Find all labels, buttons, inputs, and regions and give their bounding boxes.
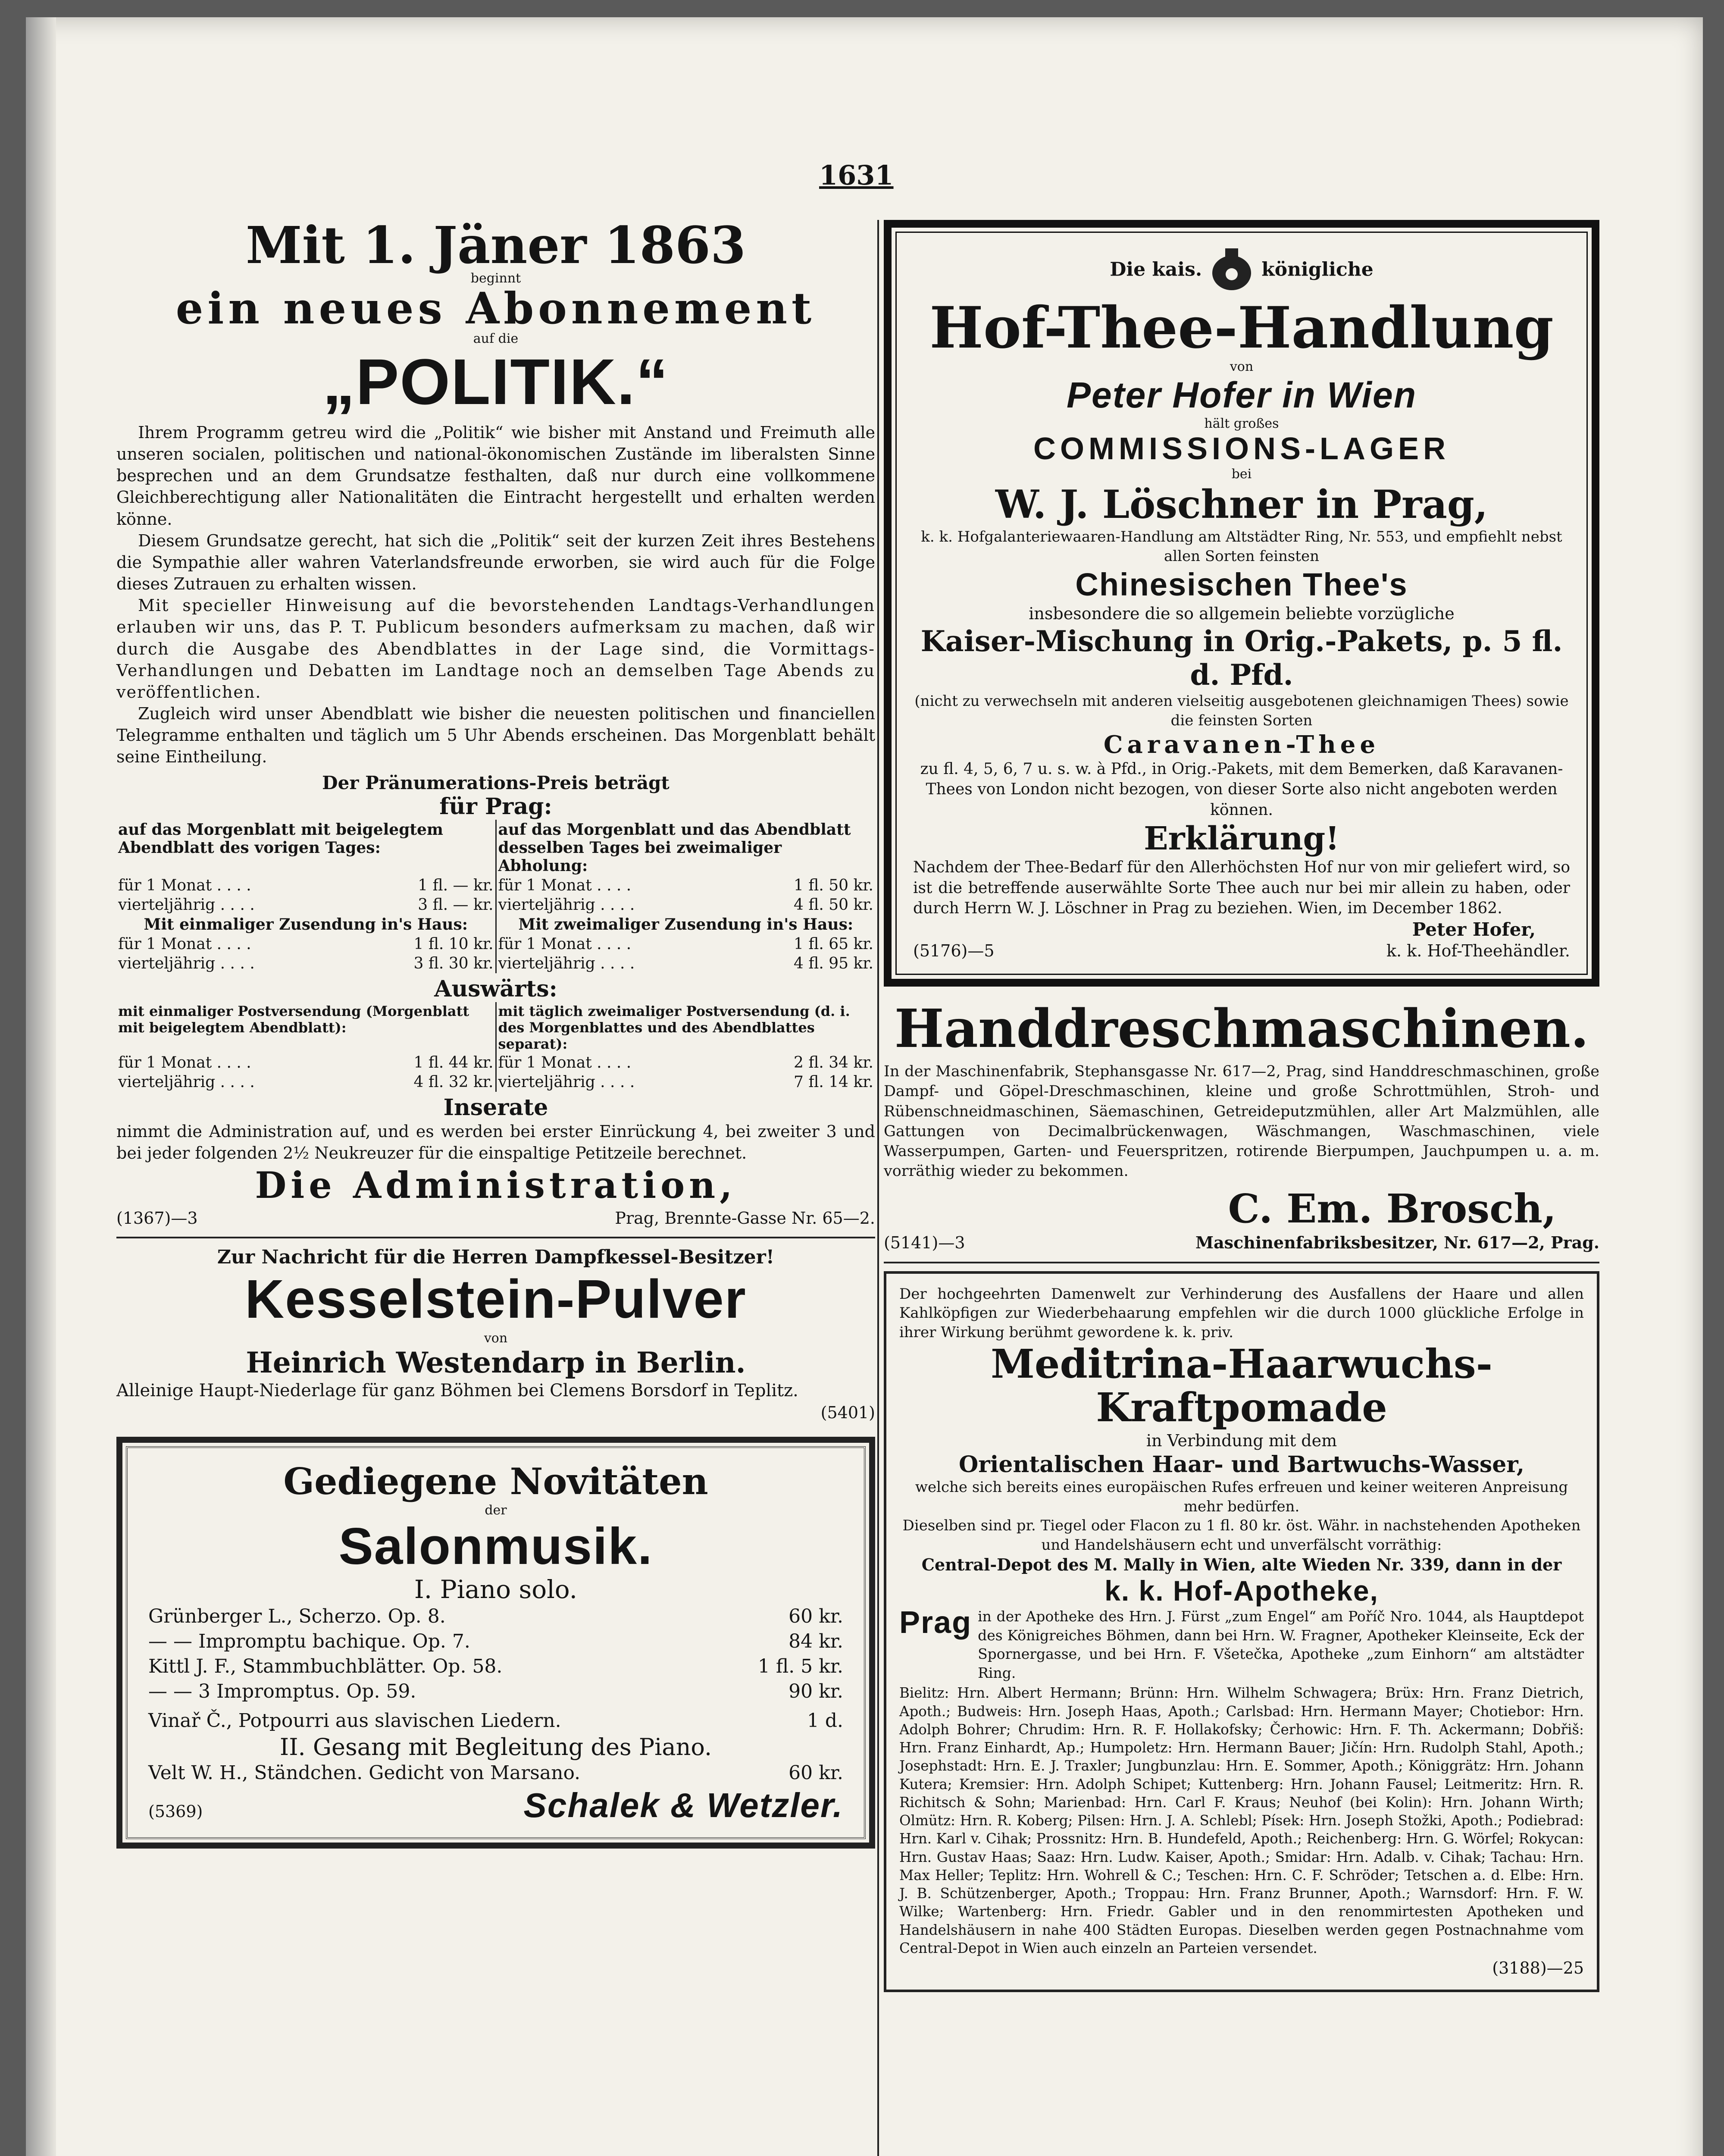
price-label: für 1 Monat . . . . [118, 876, 251, 894]
thee-caravan: Caravanen-Thee [1103, 730, 1380, 759]
page-number: 1631 [819, 160, 894, 191]
politik-ad [116, 215, 875, 1229]
dresch-firm: C. Em. Brosch, [1228, 1185, 1556, 1232]
ad-code: (5176)—5 [913, 941, 995, 960]
price-label: für 1 Monat . . . . [498, 1053, 632, 1072]
meditrina-prag-text: in der Apotheke des Hrn. J. Fürst „zum Engel“ am Poříč Nro. 1044, als Hauptdepot des Königreiches Böhmen, dann bei Hrn. W. Fragner, Apotheker Kleinseite, Eck der Spornergasse, und bei Hrn. F. Všetečka, Apotheke „zum Einhorn“ am altstädter Ring. [978, 1608, 1584, 1681]
imperial-eagle-icon [1208, 245, 1255, 297]
thee-insb: insbesondere die so allgemein beliebte vorzügliche [1029, 604, 1455, 623]
politik-subheadline: ein neues Abonnement [175, 283, 816, 334]
ad-code: (5401) [820, 1403, 875, 1423]
salon-der: der [485, 1502, 507, 1518]
politik-paragraph: Zugleich wird unser Abendblatt wie bisher die neuesten politischen und financiellen Telegramme enthalten und täglich um 5 Uhr Abends erscheinen. Das Morgenblatt behält seine Eintheilung. [116, 704, 875, 767]
thee-chinesisch: Chinesischen Thee's [1075, 566, 1408, 602]
meditrina-ad [884, 1271, 1599, 1993]
meditrina-price: Dieselben sind pr. Tiegel oder Flacon zu 1 fl. 80 kr. öst. Währ. in nachstehenden Apotheken und Handelshäusern echt und unverfälscht vorräthig: [902, 1517, 1581, 1554]
thee-intro: Die kais. königliche [913, 245, 1570, 297]
salonmusik-ad [116, 1437, 875, 1849]
price-label: für 1 Monat . . . . [118, 1053, 251, 1072]
dresch-text: In der Maschinenfabrik, Stephansgasse Nr. 617—2, Prag, sind Handdreschmaschinen, große Dampf- und Göpel-Dreschmaschinen, kleine und große Schrottmühlen, Stroh- und Rübenschneidmaschinen, Säemaschinen, Getreideputzmühlen, aller Art Malzmühlen, alle Gattungen von Decimalbrückenwagen, Wäschmangen, Waschmaschinen, viele Wasserpumpen, Garten- und Feuerspritzen, rotirende Bierpumpen, Jauchpumpen u. a. m. vorräthig wieder zu bekommen. [884, 1063, 1599, 1180]
meditrina-prag: Prag [899, 1605, 972, 1640]
price-value: 2 fl. 34 kr. [793, 1053, 873, 1072]
ad-code: (3188)—25 [1492, 1959, 1584, 1978]
table-row [116, 954, 875, 973]
salon-publisher: Schalek & Wetzler. [523, 1786, 843, 1825]
kesselstein-ad [116, 1246, 875, 1424]
thee-erklaerung-text: Nachdem der Thee-Bedarf für den Allerhöchsten Hof nur von mir geliefert wird, so ist die betreffende auserwählte Sorte Thee auch nur bei mir allein zu haben, oder durch Herrn W. J. Löschner in Prag zu beziehen. Wien, im December 1862. [913, 859, 1570, 918]
thee-title: Hof-Thee-Handlung [929, 295, 1554, 361]
thee-von: von [1230, 359, 1254, 375]
price-value: 1 fl. — kr. [418, 876, 494, 894]
price-col-head: mit täglich zweimaliger Postversendung (d. i. des Morgenblattes und des Abendblattes separat): [498, 1003, 850, 1052]
price-label: vierteljährig . . . . [118, 896, 255, 914]
politik-title: „POLITIK.“ [322, 345, 669, 418]
thee-agent-sub: k. k. Hofgalanteriewaaren-Handlung am Altstädter Ring, Nr. 553, und empfiehlt nebst allen Sorten feinsten [921, 528, 1562, 565]
dreschmaschinen-ad [884, 997, 1599, 1253]
list-item: Kittl J. F., Stammbuchblätter. Op. 58. 1 fl. 5 kr. [148, 1655, 843, 1677]
price-value: 3 fl. 30 kr. [413, 954, 494, 972]
salon-title: Salonmusik. [338, 1517, 653, 1575]
price-value: 4 fl. 95 kr. [793, 954, 873, 972]
page-spine [26, 17, 56, 2156]
ad-divider [884, 1262, 1599, 1263]
thee-haelt: hält großes [1204, 416, 1279, 432]
dresch-title: Handdreschmaschinen. [894, 997, 1589, 1060]
right-column [884, 220, 1599, 1992]
ad-code: (5369) [148, 1802, 203, 1821]
politik-paragraph: Diesem Grundsatze gerecht, hat sich die „Politik“ seit der kurzen Zeit ihres Bestehens die Sympathie aller wahren Vaterlandsfreunde erworben, sie wird auch für die Folge dieses Zutrauen zu erhalten wissen. [116, 531, 875, 594]
delivery-head: Mit einmaliger Zusendung in's Haus: [116, 915, 496, 934]
kessel-intro: Zur Nachricht für die Herren Dampfkessel-Besitzer! [217, 1246, 775, 1268]
price-value: 3 fl. — kr. [418, 896, 494, 914]
meditrina-central: Central-Depot des M. Mally in Wien, alte Wieden Nr. 339, dann in der [921, 1555, 1562, 1575]
ad-code: (5141)—3 [884, 1233, 965, 1253]
price-col-head: auf das Morgenblatt und das Abendblatt desselben Tages bei zweimaliger Abholung: [498, 820, 851, 875]
price-value: 1 fl. 50 kr. [793, 876, 873, 894]
thee-signature-sub: k. k. Hof-Theehändler. [1386, 941, 1570, 960]
politik-headline: Mit 1. Jäner 1863 [245, 215, 746, 275]
kessel-von: von [484, 1330, 508, 1346]
meditrina-title: Meditrina-Haarwuchs-Kraftpomade [991, 1341, 1492, 1431]
thee-caravan-text: zu fl. 4, 5, 6, 7 u. s. w. à Pfd., in Orig.-Pakets, mit dem Bemerken, daß Karavanen-Thees von London nicht bezogen, von dieser Sorte also nicht angeboten werden können. [920, 760, 1563, 819]
hof-thee-ad [884, 220, 1599, 987]
kessel-maker: Heinrich Westendarp in Berlin. [246, 1345, 746, 1379]
salon-section-2: II. Gesang mit Begleitung des Piano. [279, 1733, 712, 1761]
meditrina-verb: in Verbindung mit dem [1146, 1431, 1337, 1450]
kessel-text: Alleinige Haupt-Niederlage für ganz Böhmen bei Clemens Borsdorf in Teplitz. [116, 1380, 798, 1401]
salon-section-1: I. Piano solo. [414, 1574, 578, 1604]
administration-signature: Die Administration, [255, 1163, 737, 1206]
price-label: vierteljährig . . . . [118, 1073, 255, 1091]
price-heading: Der Pränumerations-Preis beträgt [322, 772, 670, 793]
price-prag-heading: für Prag: [439, 793, 552, 820]
price-col-head: auf das Morgenblatt mit beigelegtem Abendblatt des vorigen Tages: [116, 820, 496, 876]
table-row [116, 934, 875, 954]
newspaper-page [26, 17, 1703, 2156]
price-value: 1 fl. 65 kr. [793, 935, 873, 953]
thee-lager: COMMISSIONS-LAGER [1033, 432, 1450, 467]
politik-auf-die: auf die [473, 331, 519, 346]
politik-paragraph: Ihrem Programm getreu wird die „Politik“ wie bisher mit Anstand und Freimuth alle unseren socialen, politischen und national-ökonomischen Zustände im liberalsten Sinne besprechen und an dem Grundsatze festhalten, daß nur durch eine vollkommene Gleichberechtigung aller Nationalitäten die Eintracht hergestellt und erhalten werden könne. [116, 423, 875, 529]
price-table-prag [116, 820, 875, 973]
politik-paragraph: Mit specieller Hinweisung auf die bevorstehenden Landtags-Verhandlungen erlauben wir uns, das P. T. Publicum besonders aufmerksam zu machen, daß wir durch die Ausgabe des Abendblattes in der Lage sind, die Vormittags-Verhandlungen und Debatten im Landtage noch an demselben Tage Abends zu veröffentlichen. [116, 596, 875, 702]
politik-beginnt: beginnt [470, 271, 521, 286]
price-table-auswaerts [116, 1002, 875, 1092]
price-value: 7 fl. 14 kr. [793, 1073, 873, 1091]
price-label: vierteljährig . . . . [118, 954, 255, 972]
thee-kaiser: Kaiser-Mischung in Orig.-Pakets, p. 5 fl. d. Pfd. [920, 624, 1563, 692]
salon-headline: Gediegene Novitäten [283, 1460, 708, 1503]
thee-erklaerung: Erklärung! [1144, 820, 1339, 858]
thee-owner: Peter Hofer in Wien [1066, 375, 1417, 416]
price-label: vierteljährig . . . . [498, 1073, 635, 1091]
price-value: 1 fl. 44 kr. [413, 1053, 494, 1072]
salon-list [148, 1604, 843, 1733]
list-item: Vinař Č., Potpourri aus slavischen Liedern. 1 d. [148, 1709, 843, 1732]
table-row [116, 1072, 875, 1092]
kessel-title: Kesselstein-Pulver [245, 1268, 747, 1329]
thee-signature: Peter Hofer, [1412, 918, 1536, 940]
price-label: für 1 Monat . . . . [498, 876, 632, 894]
table-row [116, 895, 875, 915]
column-divider [877, 220, 879, 2156]
meditrina-wasser: Orientalischen Haar- und Bartwuchs-Wasser, [958, 1451, 1524, 1478]
inserate-heading: Inserate [443, 1094, 548, 1121]
price-value: 1 fl. 10 kr. [413, 935, 494, 953]
dresch-firm-sub: Maschinenfabriksbesitzer, Nr. 617—2, Prag. [1195, 1233, 1599, 1253]
ad-code: (1367)—3 [116, 1208, 198, 1228]
left-column [116, 215, 875, 1849]
ad-divider [116, 1237, 875, 1238]
list-item: — — Impromptu bachique. Op. 7. 84 kr. [148, 1630, 843, 1652]
table-row [116, 1053, 875, 1072]
price-value: 4 fl. 50 kr. [793, 896, 873, 914]
price-auswaerts-heading: Auswärts: [434, 975, 557, 1002]
admin-address: Prag, Brennte-Gasse Nr. 65—2. [615, 1208, 875, 1228]
thee-nicht: (nicht zu verwechseln mit anderen vielseitig ausgebotenen gleichnamigen Thees) sowie die feinsten Sorten [914, 693, 1569, 729]
meditrina-intro: Der hochgeehrten Damenwelt zur Verhinderung des Ausfallens der Haare und allen Kahlköpfigen zur Wiederbehaarung empfehlen wir die durch 1000 glückliche Erfolge in ihrer Wirkung berühmt gewordene k. k. priv. [899, 1285, 1584, 1341]
thee-bei: bei [1231, 467, 1252, 482]
inserate-text: nimmt die Administration auf, und es werden bei erster Einrückung 4, bei zweiter 3 und bei jeder folgenden 2½ Neukreuzer für die einspaltige Petitzeile berechnet. [116, 1122, 875, 1163]
list-item: Velt W. H., Ständchen. Gedicht von Marsano. 60 kr. [148, 1762, 843, 1784]
list-item: Grünberger L., Scherzo. Op. 8. 60 kr. [148, 1605, 843, 1627]
table-row [116, 876, 875, 895]
meditrina-hofapotheke: k. k. Hof-Apotheke, [1104, 1575, 1379, 1607]
price-value: 4 fl. 32 kr. [413, 1073, 494, 1091]
meditrina-wasser-sub: welche sich bereits eines europäischen Rufes erfreuen und keiner weiteren Anpreisung mehr bedürfen. [915, 1478, 1568, 1515]
price-label: vierteljährig . . . . [498, 954, 635, 972]
meditrina-depot-list: Bielitz: Hrn. Albert Hermann; Brünn: Hrn. Wilhelm Schwagera; Brüx: Hrn. Franz Dietrich, Apoth.; Budweis: Hrn. Joseph Haas, Apoth.; Carlsbad: Hrn. Hermann Mayer; Chotiebor: Hrn. Adolph Bohrer; Chrudim: Hrn. R. F. Hollakofsky; Čerhowic: Hrn. F. Th. Ackermann; Dobřiš: Hrn. Franz Einhardt, Ap.; Humpoletz: Hrn. Hermann Bauer; Jičín: Hrn. Rudolph Stahl, Apoth.; Josephstadt: Hrn. E. J. Traxler; Jungbunzlau: Hrn. E. Sommer, Apoth.; Königgrätz: Hrn. Johann Kutera; Kremsier: Hrn. Adolph Schipet; Kuttenberg: Hrn. Johann Fausel; Leitmeritz: Hrn. R. Richitsch & Sohn; Marienbad: Hrn. Carl F. Kraus; Neuhof (bei Kolin): Hrn. Johann Wirth; Olmütz: Hrn. R. Koberg; Pilsen: Hrn. J. A. Schlebl; Písek: Hrn. Joseph Stožki, Apoth.; Podiebrad: Hrn. Karl v. Cihak; Prossnitz: Hrn. B. Hundefeld, Apoth.; Reichenberg: Hrn. G. Wörfel; Rokycan: Hrn. Gustav Haas; Saaz: Hrn. Ludw. Kaiser, Apoth.; Smidar: Hrn. Adalb. v. Cihak; Tachau: Hrn. Max Heller; Teplitz: Hrn. Wohrell & C.; Teschen: Hrn. C. F. Schröder; Tetschen a. d. Elbe: Hrn. J. B. Schützenberger, Apoth.; Troppau: Hrn. Franz Brunner, Apoth.; Warnsdorf: Hrn. F. W. Wilke; Wartenberg: Hrn. Friedr. Gabler und in den renommirtesten Apotheken und Handelshäusern in nahe 400 Städten Europas. Dieselben werden gegen Postnachnahme vom Central-Depot in Wien auch einzeln an Parteien versendet. [899, 1685, 1584, 1956]
price-col-head: mit einmaliger Postversendung (Morgenblatt mit beigelegtem Abendblatt): [116, 1002, 496, 1053]
delivery-head: Mit zweimaliger Zusendung in's Haus: [518, 915, 854, 934]
price-label: für 1 Monat . . . . [118, 935, 251, 953]
thee-agent: W. J. Löschner in Prag, [995, 482, 1488, 528]
price-label: für 1 Monat . . . . [498, 935, 632, 953]
list-item: — — 3 Impromptus. Op. 59. 90 kr. [148, 1680, 843, 1702]
price-label: vierteljährig . . . . [498, 896, 635, 914]
